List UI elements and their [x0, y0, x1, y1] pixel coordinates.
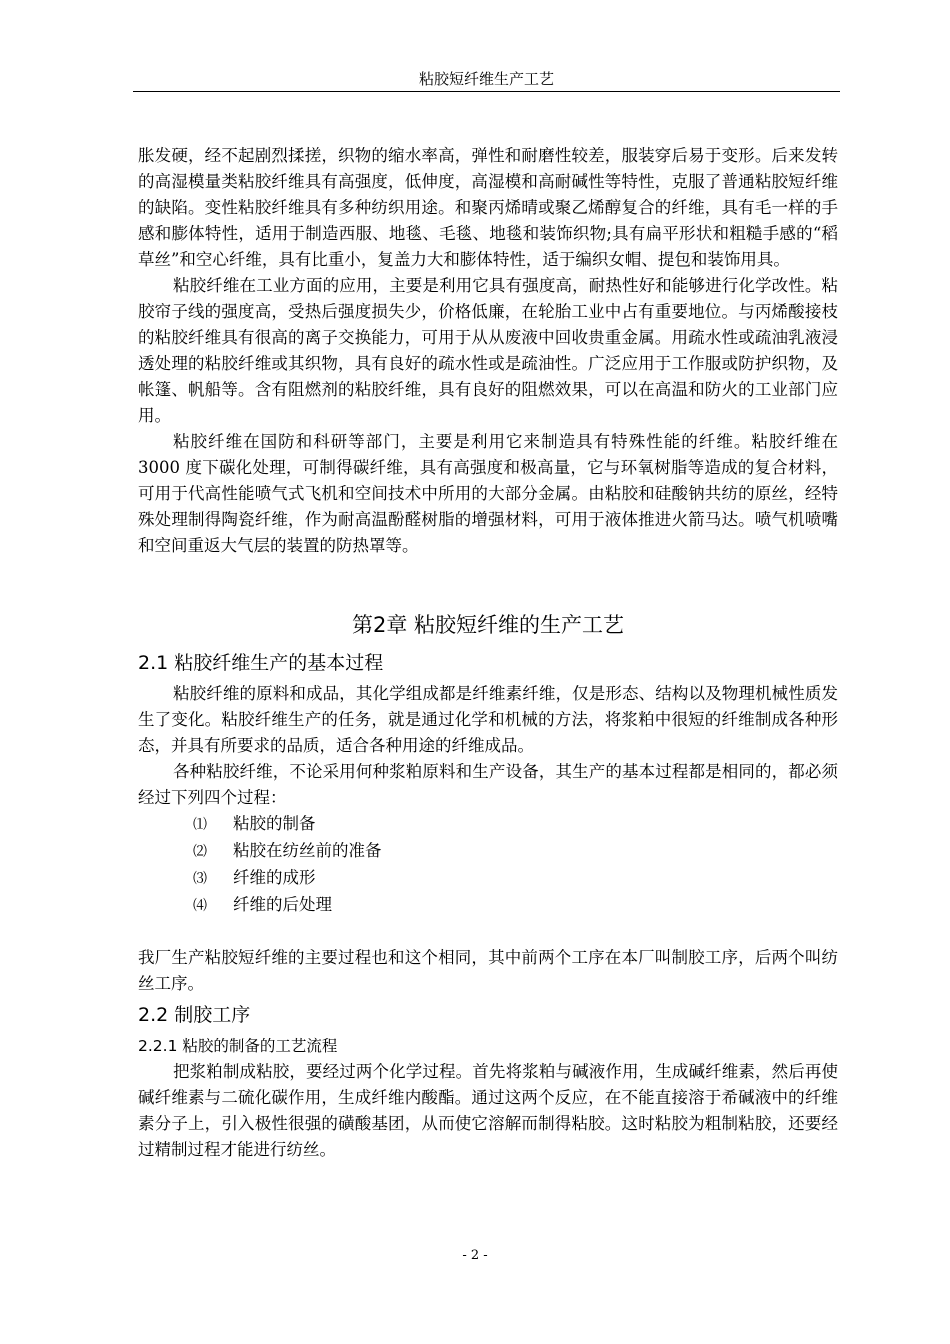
subsection-2-2-1-title: 2.2.1 粘胶的制备的工艺流程 — [138, 1037, 338, 1055]
intro-paragraph-2: 粘胶纤维在工业方面的应用，主要是利用它具有强度高，耐热性好和能够进行化学改性。粘胶帘子线的强度高，受热后强度损失少，价格低廉，在轮胎工业中占有重要地位。与丙烯酸接枝的粘胶纤维具有很高的离子交换能力，可用于从从废液中回收贵重金属。用疏水性或疏油乳液浸透处理的粘胶纤维或其织物，具有良好的疏水性或是疏油性。广泛应用于工作服或防护织物，及帐篷、帆船等。含有阻燃剂的粘胶纤维，具有良好的阻燃效果，可以在高温和防火的工业部门应用。 — [138, 276, 838, 425]
page-header: 粘胶短纤维生产工艺 — [133, 67, 840, 92]
intro-paragraph-3: 粘胶纤维在国防和科研等部门，主要是利用它来制造具有特殊性能的纤维。粘胶纤维在 3000 度下碳化处理，可制得碳纤维，具有高强度和极高量，它与环氧树脂等造成的复合材料，可用于代高性能喷气式飞机和空间技术中所用的大部分金属。由粘胶和硅酸钠共纺的原丝，经特殊处理制得陶瓷纤维，作为耐高温酚醛树脂的增强材料，可用于液体推进火箭马达。喷气机喷嘴和空间重返大气层的装置的防热罩等。 — [138, 432, 838, 555]
section-2-1-title: 2.1 粘胶纤维生产的基本过程 — [138, 652, 384, 674]
list-item: ⑴ 粘胶的制备 — [193, 814, 316, 833]
section-2-2-1-paragraph: 把浆粕制成粘胶，要经过两个化学过程。首先将浆粕与碱液作用，生成碱纤维素，然后再使碱纤维素与二硫化碳作用，生成纤维内酸酯。通过这两个反应，在不能直接溶于希碱液中的纤维素分子上，引入极性很强的磺酸基团，从而使它溶解而制得粘胶。这时粘胶为粗制粘胶，还要经过精制过程才能进行纺丝。 — [138, 1062, 838, 1159]
section-2-1-paragraph-2: 各种粘胶纤维，不论采用何种浆粕原料和生产设备，其生产的基本过程都是相同的，都必须经过下列四个过程： — [138, 762, 838, 807]
section-2-1-paragraph-1: 粘胶纤维的原料和成品，其化学组成都是纤维素纤维，仅是形态、结构以及物理机械性质发生了变化。粘胶纤维生产的任务，就是通过化学和机械的方法，将浆粕中很短的纤维制成各种形态，并具有所要求的品质，适合各种用途的纤维成品。 — [138, 684, 838, 755]
chapter-title: 第2章 粘胶短纤维的生产工艺 — [351, 613, 625, 637]
list-item: ⑶ 纤维的成形 — [193, 868, 316, 887]
section-2-2-title: 2.2 制胶工序 — [138, 1004, 251, 1026]
list-item: ⑵ 粘胶在纺丝前的准备 — [193, 841, 382, 860]
intro-paragraph-1: 胀发硬，经不起剧烈揉搓，织物的缩水率高，弹性和耐磨性较差，服装穿后易于变形。后来发转的高湿模量类粘胶纤维具有高强度，低伸度，高湿模和高耐碱性等特性，克服了普通粘胶短纤维的缺陷。变性粘胶纤维具有多种纺织用途。和聚丙烯晴或聚乙烯醇复合的纤维，具有毛一样的手感和膨体特性，适用于制造西服、地毯、毛毯、地毯和装饰织物;具有扁平形状和粗糙手感的“稻草丝”和空心纤维，具有比重小，复盖力大和膨体特性，适于编织女帽、提包和装饰用具。 — [138, 146, 838, 269]
page-body — [138, 143, 838, 1163]
section-2-1-closing: 我厂生产粘胶短纤维的主要过程也和这个相同，其中前两个工序在本厂叫制胶工序，后两个叫纺丝工序。 — [138, 948, 838, 993]
list-item: ⑷ 纤维的后处理 — [193, 895, 332, 914]
page-number: - 2 - — [462, 1248, 488, 1263]
process-steps-list — [138, 811, 838, 919]
